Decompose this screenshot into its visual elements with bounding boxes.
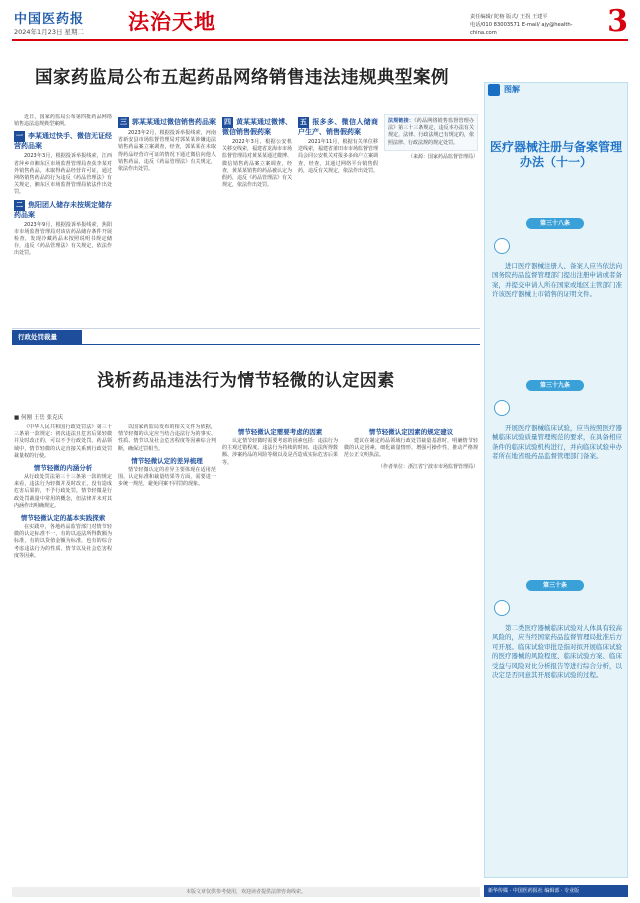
paragraph: 《中华人民共和国行政处罚法》第三十三条第一款规定：初次违法且危害后果轻微并及时改正的，可以不予行政处罚。药品领域中，情节轻微的认定直接关系到行政处罚裁量权的行使。	[14, 424, 112, 459]
article1-col1	[14, 114, 112, 324]
article1-col3	[222, 114, 292, 324]
article1-col4	[298, 114, 378, 324]
section-banner: 行政处罚裁量	[12, 330, 82, 344]
page-number: 3	[607, 4, 628, 39]
case-body: 2021年11月，根据有关单位移送线索，福建省莆田市市场监督管理局会同公安机关对报多多商户立案调查，经查，其通过网络平台销售假药，违反有关规定，依法作出处罚。	[298, 139, 378, 174]
subhead: 情节轻微的内涵分析	[33, 464, 93, 473]
masthead-divider	[12, 39, 628, 41]
footer-credit: 新华传媒 · 中国医药报社 编辑部 · 专业版	[484, 885, 628, 897]
paragraph: 从行政处罚法第三十三条第一款的规定来看，违法行为轻微并及时改正，没有造成危害后果的，不予行政处罚。情节轻微是行政处罚裁量中常用的概念，但法律并未对其内涵作出明确规定。	[14, 474, 112, 509]
subhead: 情节轻微认定因素的规定建议	[368, 428, 454, 436]
paragraph: 以国家药监局发布的相关文件为依据，情节轻微的认定应当结合违法行为的事实、性质、情节以及社会危害程度等因素综合判断，确保过罚相当。	[118, 424, 216, 452]
article2-col4	[344, 424, 478, 884]
paragraph: 认定情节轻微时需要考虑的因素包括：违法行为的主观过错程度、违法行为持续的时间、违法所得数额、涉案药品的风险等级以及是否造成实际危害后果等。	[222, 438, 338, 466]
editor-credits: 责任编辑/ 陀榕 版式/ 王拐 王建平 电话/010 83003571 E-mail/ ajy@health-china.com	[470, 14, 573, 36]
article2-col1	[14, 424, 112, 884]
article-tag: 第三十八条	[526, 218, 584, 229]
section-separator	[12, 328, 480, 329]
article1-headline: 国家药监局公布五起药品网络销售违法违规典型案例	[35, 68, 449, 88]
image-icon	[488, 84, 500, 96]
doc-icon	[494, 600, 510, 616]
article-tag: 第三十条	[526, 580, 584, 591]
sidebar-label: 图解	[504, 85, 520, 94]
case-body: 2023年9月，根据投诉举报线索，焦阳市市场监督管理局对该店药品储存条件开展检查，发现冷藏药品未按照说明书规定储存，违反《药品管理法》有关规定，依法作出处罚。	[14, 221, 112, 257]
sidebar-title: 医疗器械注册与备案管理办法（十一）	[490, 140, 623, 169]
source-note: （来源：国家药品监督管理局）	[407, 153, 478, 160]
case-title: 五 报多多、微信人储商户生产、销售假药案	[298, 118, 378, 136]
article-tag: 第三十九条	[526, 380, 584, 391]
sidebar-article	[492, 624, 622, 864]
law-note: 法规链接：《药品网络销售监督管理办法》第三十三条规定，违反本办法有关规定，法律、行政法规已有规定的，依照法律、行政法规的规定处罚。	[384, 114, 478, 151]
case-title: 二 焦阳团人储存未按规定储存药品案	[14, 200, 112, 219]
subhead: 情节轻微认定需要考虑的因素	[237, 428, 323, 436]
author-note: （作者单位：浙江省宁波市市场监督管理局）	[377, 463, 478, 470]
issue-date: 2024年1月23日 星期二	[14, 28, 85, 36]
paragraph: 情节轻微认定的差异主要体现在适用范围、认定标准和裁量结果等方面，需要进一步统一规范，避免同案不同罚的现象。	[118, 466, 216, 488]
article-text: 开展医疗器械临床试验，应当按照医疗器械临床试验质量管理规范的要求，在具备相应条件的临床试验机构进行，并向临床试验申办者所在地省级药品监督管理部门备案。	[492, 424, 622, 461]
section-rule	[12, 344, 480, 345]
article1-intro: 近日，国家药监局公布第四批药品网络销售违法违规典型案例。	[14, 114, 112, 128]
sidebar-article	[492, 262, 622, 374]
article2-headline: 浅析药品违法行为情节轻微的认定因素	[97, 371, 395, 391]
case-body: 2023年3月，根据投诉举报线索，江西省萍乡市湘东区市场监督管理局查获李某对外销售药品，未取得药品经营许可证，通过网络销售药品的行为违反《药品管理法》有关规定，湘东区市场监督管理局依法作出处罚。	[14, 153, 112, 196]
case-title: 三 郭某某通过微信销售药品案	[120, 118, 216, 126]
article2-col3	[222, 424, 338, 884]
article-text: 第二类医疗器械临床试验对人体具有较高风险的，应当经国家药品监督管理局批准后方可开展。临床试验审批是指对拟开展临床试验的医疗器械的风险程度、临床试验方案、临床受益与风险对比分析报告等进行综合分析，以决定是否同意其开展临床试验的过程。	[492, 624, 622, 680]
subhead: 情节轻微认定的差异梳理	[131, 456, 203, 465]
doc-icon	[494, 400, 510, 416]
case-body: 2022年3月，根据公安机关移交线索，福建省龙海市市场监督管理局对黄某某通过微博、微信销售药品案立案调查，经查，黄某某销售的药品被认定为假药，违反《药品管理法》有关规定，依法作出处罚。	[222, 139, 292, 189]
article-text: 进口医疗器械注册人、备案人应当依法向国务院药品监督管理部门提出注册申请或者备案，并提交申请人所在国家或地区主管部门准许该医疗器械上市销售的证明文件。	[492, 262, 622, 299]
case-title: 四 黄某某通过微博、微信销售假药案	[222, 118, 292, 136]
section-title: 法治天地	[128, 9, 216, 34]
byline: ■ 何刚 王岳 张克庆	[14, 415, 63, 421]
newspaper-logo: 中国医药报	[14, 12, 85, 27]
paragraph: 在实践中，各地药品监管部门对情节轻微的认定标准不一，有的以违法所得数额为标准，有的以货值金额为标准，也有的综合考虑违法行为的性质、情节以及社会危害程度等因素。	[14, 524, 112, 559]
case-title: 一 李某通过快手、微信无证经营药品案	[14, 132, 112, 151]
case-body: 2023年2月，根据投诉举报线索，河南省新安县市场监督管理局对郭某某涉嫌违法销售药品案立案调查，经查，郭某某在未取得药品经营许可证的情况下通过微信向他人销售药品，违反《药品管理法》有关规定，依法作出处罚。	[118, 130, 216, 173]
doc-icon	[494, 238, 510, 254]
footer-note: 本版文章仅供参考使用，欢迎读者提供法律咨询线索。	[12, 887, 480, 897]
article2-col2	[118, 424, 216, 884]
article1-col5	[384, 114, 478, 324]
sidebar-article	[492, 424, 622, 544]
subhead: 情节轻微认定的基本实践探索	[20, 514, 106, 523]
article1-col2	[118, 114, 216, 324]
paragraph: 建议在制定药品领域行政处罚裁量基准时，明确情节轻微的认定因素，细化裁量情形，增强可操作性，推动严格规范公正文明执法。	[344, 438, 478, 459]
